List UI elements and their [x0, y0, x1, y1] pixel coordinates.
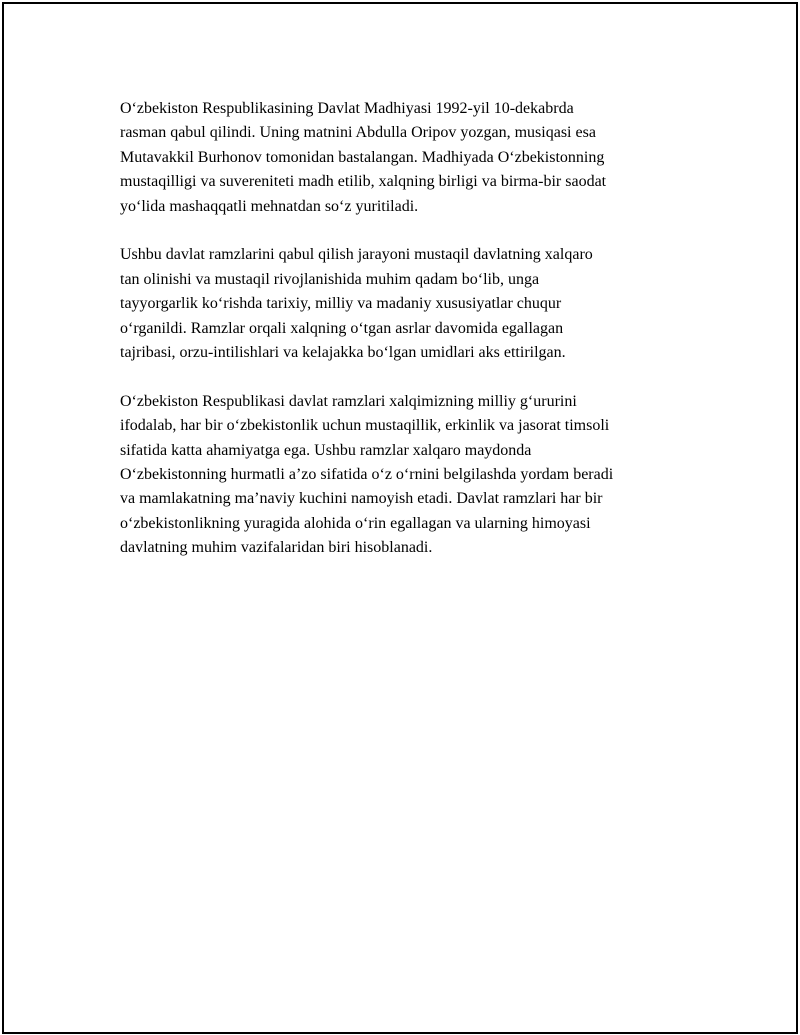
paragraph-anthem: O‘zbekiston Respublikasining Davlat Madhiyasi 1992-yil 10-dekabrda rasman qabul qilindi. Uning matnini Abdulla Oripov yozgan, musiqasi esa Mutavakkil Burhonov tomonidan bastalangan. Madhiyada O‘zbekistonning mustaqilligi va suvereniteti madh etilib, xalqning birligi va birma-bir saodat yo‘lida mashaqqatli mehnatdan so‘z yuritiladi.	[120, 100, 607, 215]
page-frame	[2, 2, 798, 1034]
paragraph-symbols-significance: O‘zbekiston Respublikasi davlat ramzlari xalqimizning milliy g‘ururini ifodalab, har bir o‘zbekistonlik uchun mustaqillik, erkinlik va jasorat timsoli sifatida katta ahamiyatga ega. Ushbu ramzlar xalqaro maydonda O‘zbekistonning hurmatli a’zo sifatida o‘z o‘rnini belgilashda yordam beradi va mamlakatning ma’naviy kuchini namoyish etadi. Davlat ramzlari har bir o‘zbekistonlikning yuragida alohida o‘rin egallagan va ularning himoyasi davlatning muhim vazifalaridan biri hisoblanadi.	[120, 392, 614, 557]
document-body	[120, 97, 700, 585]
paragraph-symbols-adoption: Ushbu davlat ramzlarini qabul qilish jarayoni mustaqil davlatning xalqaro tan olinishi va mustaqil rivojlanishida muhim qadam bo‘lib, unga tayyorgarlik ko‘rishda tarixiy, milliy va madaniy xususiyatlar chuqur o‘rganildi. Ramzlar orqali xalqning o‘tgan asrlar davomida egallagan tajribasi, orzu-intilishlari va kelajakka bo‘lgan umidlari aks ettirilgan.	[120, 246, 593, 362]
